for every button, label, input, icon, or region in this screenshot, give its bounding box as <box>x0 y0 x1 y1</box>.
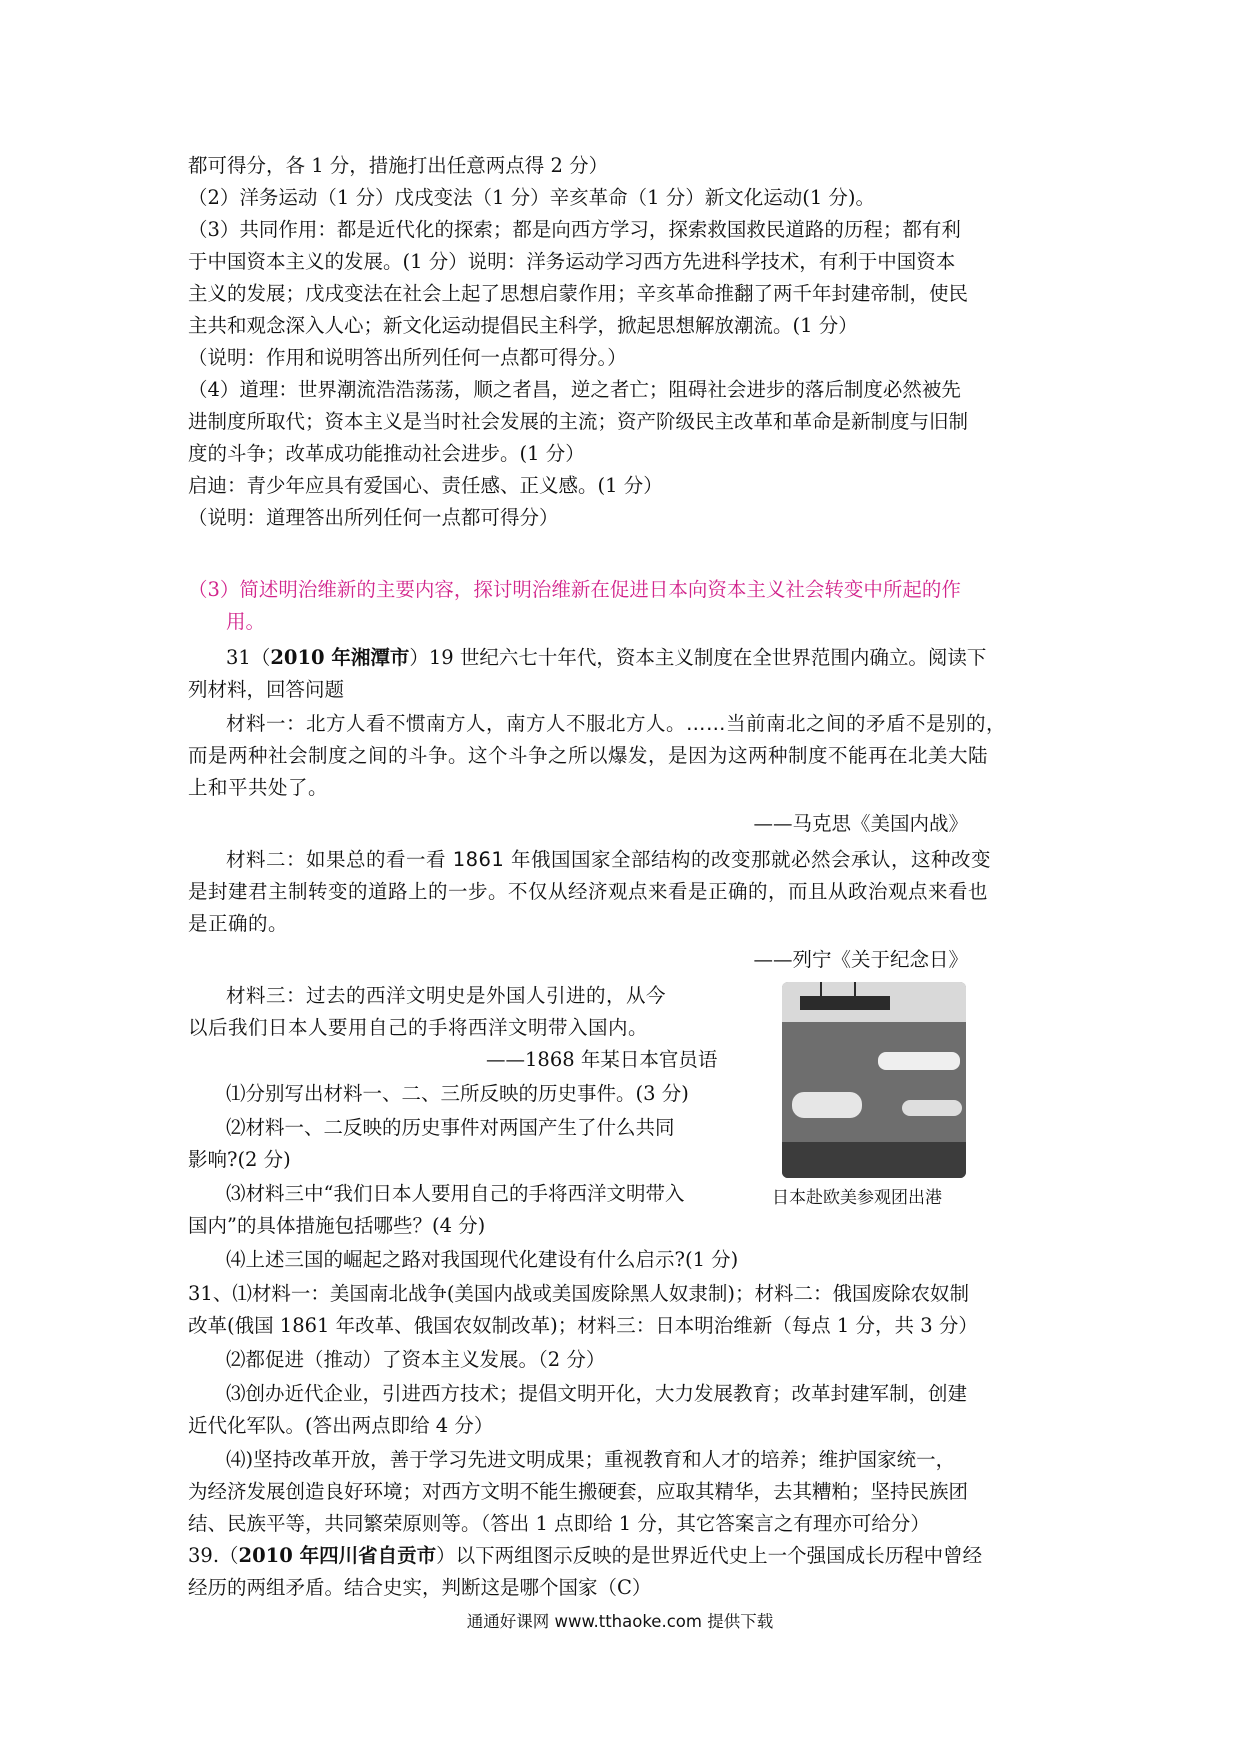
answer-31-line: ⑷)坚持改革开放，善于学习先进文明成果；重视教育和人才的培养；维护国家统一， <box>226 1448 956 1471</box>
sub-question: ⑴分别写出材料一、二、三所反映的历史事件。(3 分) <box>226 1082 689 1105</box>
material-3: 材料三：过去的西洋文明史是外国人引进的，从今 <box>226 984 667 1007</box>
answer-line: （说明：作用和说明答出所列任何一点都可得分。） <box>188 346 627 369</box>
question-source: 2010 年湘潭市 <box>270 646 410 669</box>
material-1: 而是两种社会制度之间的斗争。这个斗争之所以爆发，是因为这两种制度不能再在北美大陆 <box>188 744 989 767</box>
answer-31-line: 近代化军队。(答出两点即给 4 分） <box>188 1414 494 1437</box>
question-31-stem <box>226 642 986 674</box>
sub-question: 影响?(2 分) <box>188 1148 291 1171</box>
answer-31-line: ⑵都促进（推动）了资本主义发展。（2 分） <box>226 1348 606 1371</box>
highlighted-question: 用。 <box>226 610 266 633</box>
question-39-stem <box>188 1540 982 1572</box>
photo-caption: 日本赴欧美参观团出港 <box>772 1188 942 1208</box>
answer-line: （2）洋务运动（1 分）戊戌变法（1 分）辛亥革命（1 分）新文化运动(1 分)。 <box>188 186 876 209</box>
question-number: 39.（ <box>188 1544 239 1567</box>
question-stem: ）19 世纪六七十年代，资本主义制度在全世界范围内确立。阅读下 <box>409 646 987 669</box>
question-stem: 列材料，回答问题 <box>188 678 345 701</box>
question-number: 31（ <box>226 646 271 669</box>
answer-line: 启迪：青少年应具有爱国心、责任感、正义感。(1 分） <box>188 474 663 497</box>
answer-31-line: 改革(俄国 1861 年改革、俄国农奴制改革)；材料三：日本明治维新（每点 1 分，共 3 分） <box>188 1314 978 1337</box>
answer-line: 于中国资本主义的发展。(1 分）说明：洋务运动学习西方先进科学技术，有利于中国资本 <box>188 250 956 273</box>
question-stem: ）以下两组图示反映的是世界近代史上一个强国成长历程中曾经 <box>436 1544 983 1567</box>
material-2: 是正确的。 <box>188 912 289 935</box>
material-3: 以后我们日本人要用自己的手将西洋文明带入国内。 <box>188 1016 649 1039</box>
answer-line: （4）道理：世界潮流浩浩荡荡，顺之者昌，逆之者亡；阻碍社会进步的落后制度必然被先 <box>188 378 961 401</box>
sub-question: ⑶材料三中“我们日本人要用自己的手将西洋文明带入 <box>226 1182 685 1205</box>
harbor-photo <box>782 982 966 1178</box>
photo-boat <box>792 1092 862 1118</box>
material-3-source: ——1868 年某日本官员语 <box>486 1048 718 1071</box>
answer-31-line: 31、⑴材料一：美国南北战争(美国内战或美国废除黑人奴隶制)；材料二：俄国废除农奴制 <box>188 1282 970 1305</box>
question-source: 2010 年四川省自贡市 <box>238 1544 437 1567</box>
sub-question: ⑷上述三国的崛起之路对我国现代化建设有什么启示?(1 分) <box>226 1248 739 1271</box>
photo-mast <box>854 982 856 998</box>
answer-31-line: 结、民族平等，共同繁荣原则等。（答出 1 点即给 1 分，其它答案言之有理亦可给分） <box>188 1512 930 1535</box>
material-2: 材料二：如果总的看一看 1861 年俄国国家全部结构的改变那就必然会承认，这种改变 <box>226 848 992 871</box>
material-2: 是封建君主制转变的道路上的一步。不仅从经济观点来看是正确的，而且从政治观点来看也 <box>188 880 989 903</box>
answer-line: 主义的发展；戊戌变法在社会上起了思想启蒙作用；辛亥革命推翻了两千年封建帝制，使民 <box>188 282 969 305</box>
material-1-source: ——马克思《美国内战》 <box>753 812 968 835</box>
answer-line: 都可得分，各 1 分，措施打出任意两点得 2 分） <box>188 154 609 177</box>
photo-mast <box>820 982 822 998</box>
answer-line: 度的斗争；改革成功能推动社会进步。(1 分） <box>188 442 585 465</box>
answer-line: （说明：道理答出所列任何一点都可得分） <box>188 506 559 529</box>
answer-line: （3）共同作用：都是近代化的探索；都是向西方学习，探索救国救民道路的历程；都有利 <box>188 218 961 241</box>
highlighted-question: （3）简述明治维新的主要内容，探讨明治维新在促进日本向资本主义社会转变中所起的作 <box>188 578 961 601</box>
page-footer: 通通好课网 www.tthaoke.com 提供下载 <box>466 1612 774 1631</box>
photo-boat <box>878 1052 960 1070</box>
answer-line: 进制度所取代；资本主义是当时社会发展的主流；资产阶级民主改革和革命是新制度与旧制 <box>188 410 969 433</box>
answer-31-line: 为经济发展创造良好环境；对西方文明不能生搬硬套，应取其精华，去其糟粕；坚持民族团 <box>188 1480 969 1503</box>
material-1: 上和平共处了。 <box>188 776 329 799</box>
answer-line: 主共和观念深入人心；新文化运动提倡民主科学，掀起思想解放潮流。(1 分） <box>188 314 858 337</box>
answer-31-line: ⑶创办近代企业，引进西方技术；提倡文明开化，大力发展教育；改革封建军制，创建 <box>226 1382 968 1405</box>
question-stem: 经历的两组矛盾。结合史实，判断这是哪个国家（C） <box>188 1576 652 1599</box>
photo-boat <box>902 1100 962 1116</box>
photo-crowd <box>782 1142 966 1178</box>
sub-question: 国内”的具体措施包括哪些？(4 分) <box>188 1214 486 1237</box>
material-1: 材料一：北方人看不惯南方人，南方人不服北方人。……当前南北之间的矛盾不是别的， <box>226 712 1007 735</box>
photo-ship <box>800 996 890 1010</box>
sub-question: ⑵材料一、二反映的历史事件对两国产生了什么共同 <box>226 1116 675 1139</box>
material-2-source: ——列宁《关于纪念日》 <box>753 948 968 971</box>
